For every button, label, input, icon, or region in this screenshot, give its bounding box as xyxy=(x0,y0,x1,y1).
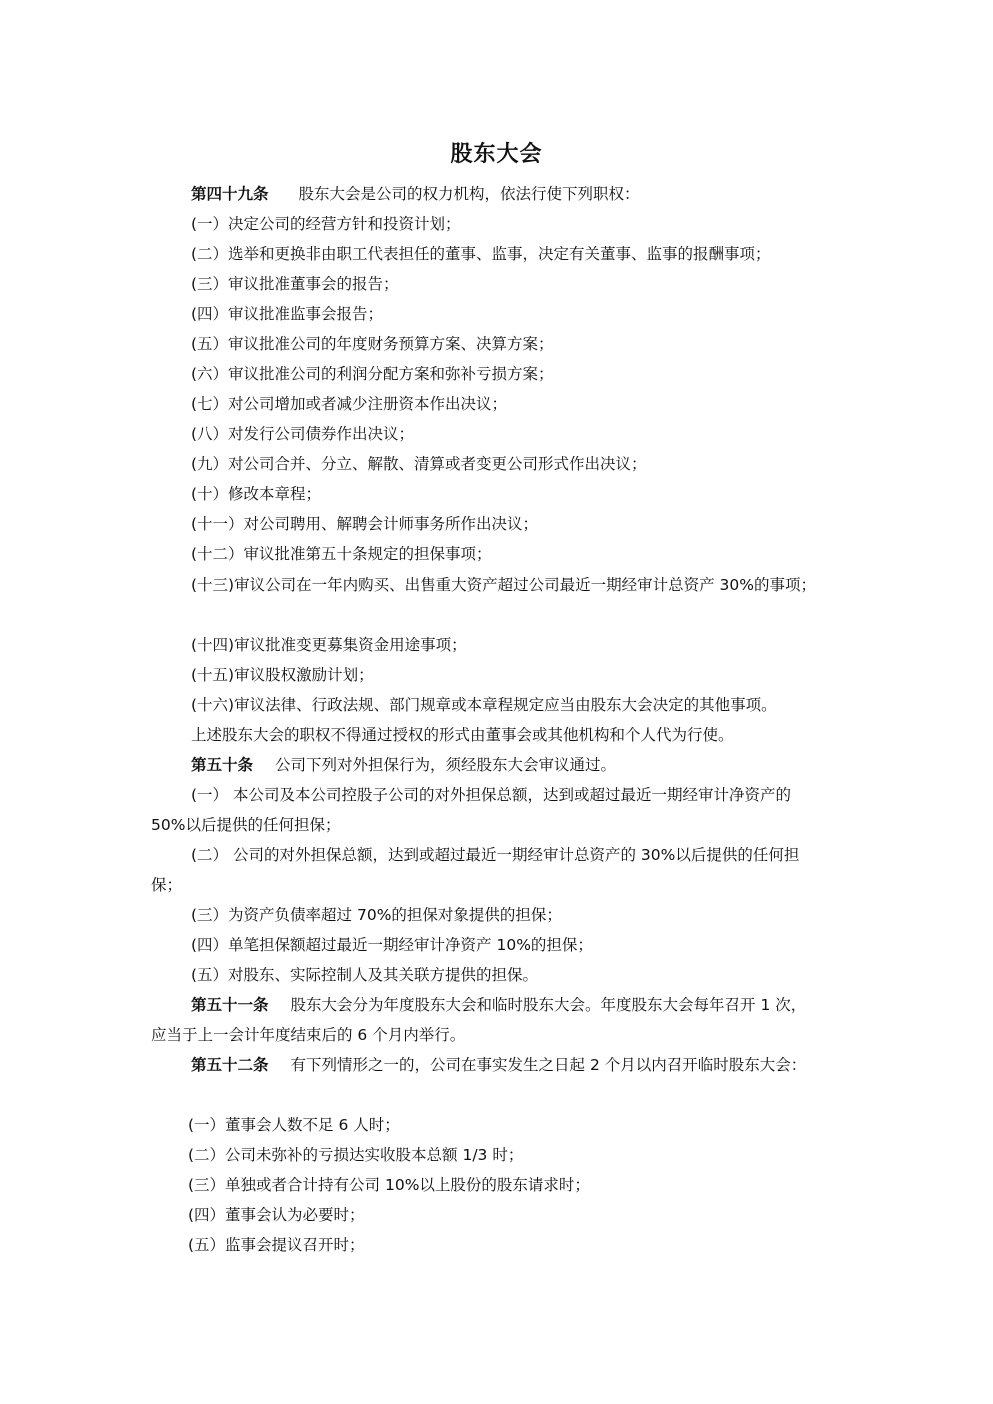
list-item: (五）审议批准公司的年度财务预算方案、决算方案； xyxy=(191,335,554,353)
list-item: (四）董事会认为必要时； xyxy=(188,1206,365,1224)
list-item: (二） 公司的对外担保总额，达到或超过最近一期经审计总资产的 30%以后提供的任何担 xyxy=(191,846,800,864)
article-51 xyxy=(191,995,806,1015)
list-item: (三）为资产负债率超过 70%的担保对象提供的担保； xyxy=(191,906,562,924)
list-item: (四）审议批准监事会报告； xyxy=(191,305,384,323)
paragraph-continuation: 应当于上一会计年度结束后的 6 个月内举行。 xyxy=(151,1026,466,1044)
article-heading: 第五十条 xyxy=(191,756,254,774)
paragraph: 上述股东大会的职权不得通过授权的形式由董事会或其他机构和个人代为行使。 xyxy=(191,726,734,744)
article-49 xyxy=(191,184,640,204)
article-text: 股东大会是公司的权力机构，依法行使下列职权： xyxy=(298,185,640,203)
list-item: (二）选举和更换非由职工代表担任的董事、监事，决定有关董事、监事的报酬事项； xyxy=(191,245,771,263)
article-text: 公司下列对外担保行为，须经股东大会审议通过。 xyxy=(275,756,617,774)
article-heading: 第五十一条 xyxy=(191,996,269,1014)
list-item: (十一）对公司聘用、解聘会计师事务所作出决议； xyxy=(191,515,539,533)
list-item: (五）对股东、实际控制人及其关联方提供的担保。 xyxy=(191,966,539,984)
page-title: 股东大会 xyxy=(450,142,543,167)
list-item-continuation: 保； xyxy=(151,876,183,894)
article-text: 股东大会分为年度股东大会和临时股东大会。年度股东大会每年召开 1 次， xyxy=(290,996,807,1014)
list-item: (十三)审议公司在一年内购买、出售重大资产超过公司最近一期经审计总资产 30%的事项； xyxy=(191,576,816,594)
list-item: (十四)审议批准变更募集资金用途事项； xyxy=(191,636,467,654)
list-item: (七）对公司增加或者减少注册资本作出决议； xyxy=(191,395,508,413)
article-text: 有下列情形之一的，公司在事实发生之日起 2 个月以内召开临时股东大会： xyxy=(290,1056,807,1074)
list-item-continuation: 50%以后提供的任何担保； xyxy=(151,816,341,834)
list-item: (二）公司未弥补的亏损达实收股本总额 1/3 时； xyxy=(188,1146,524,1164)
list-item: (四）单笔担保额超过最近一期经审计净资产 10%的担保； xyxy=(191,936,593,954)
article-50 xyxy=(191,755,616,775)
list-item: (九）对公司合并、分立、解散、清算或者变更公司形式作出决议； xyxy=(191,455,647,473)
list-item: (五）监事会提议召开时； xyxy=(188,1236,365,1254)
list-item: (十五)审议股权激励计划； xyxy=(191,666,374,684)
list-item: (六）审议批准公司的利润分配方案和弥补亏损方案； xyxy=(191,365,554,383)
article-52 xyxy=(191,1055,806,1075)
list-item: (一） 本公司及本公司控股子公司的对外担保总额，达到或超过最近一期经审计净资产的 xyxy=(191,786,791,804)
list-item: (三）单独或者合计持有公司 10%以上股份的股东请求时； xyxy=(188,1176,590,1194)
article-heading: 第五十二条 xyxy=(191,1056,269,1074)
article-heading: 第四十九条 xyxy=(191,185,269,203)
list-item: (一）董事会人数不足 6 人时； xyxy=(188,1116,400,1134)
list-item: (十六)审议法律、行政法规、部门规章或本章程规定应当由股东大会决定的其他事项。 xyxy=(191,696,777,714)
list-item: (一）决定公司的经营方针和投资计划； xyxy=(191,215,461,233)
list-item: (十二）审议批准第五十条规定的担保事项； xyxy=(191,545,492,563)
list-item: (十）修改本章程； xyxy=(191,485,322,503)
list-item: (八）对发行公司债券作出决议； xyxy=(191,425,415,443)
list-item: (三）审议批准董事会的报告； xyxy=(191,275,399,293)
